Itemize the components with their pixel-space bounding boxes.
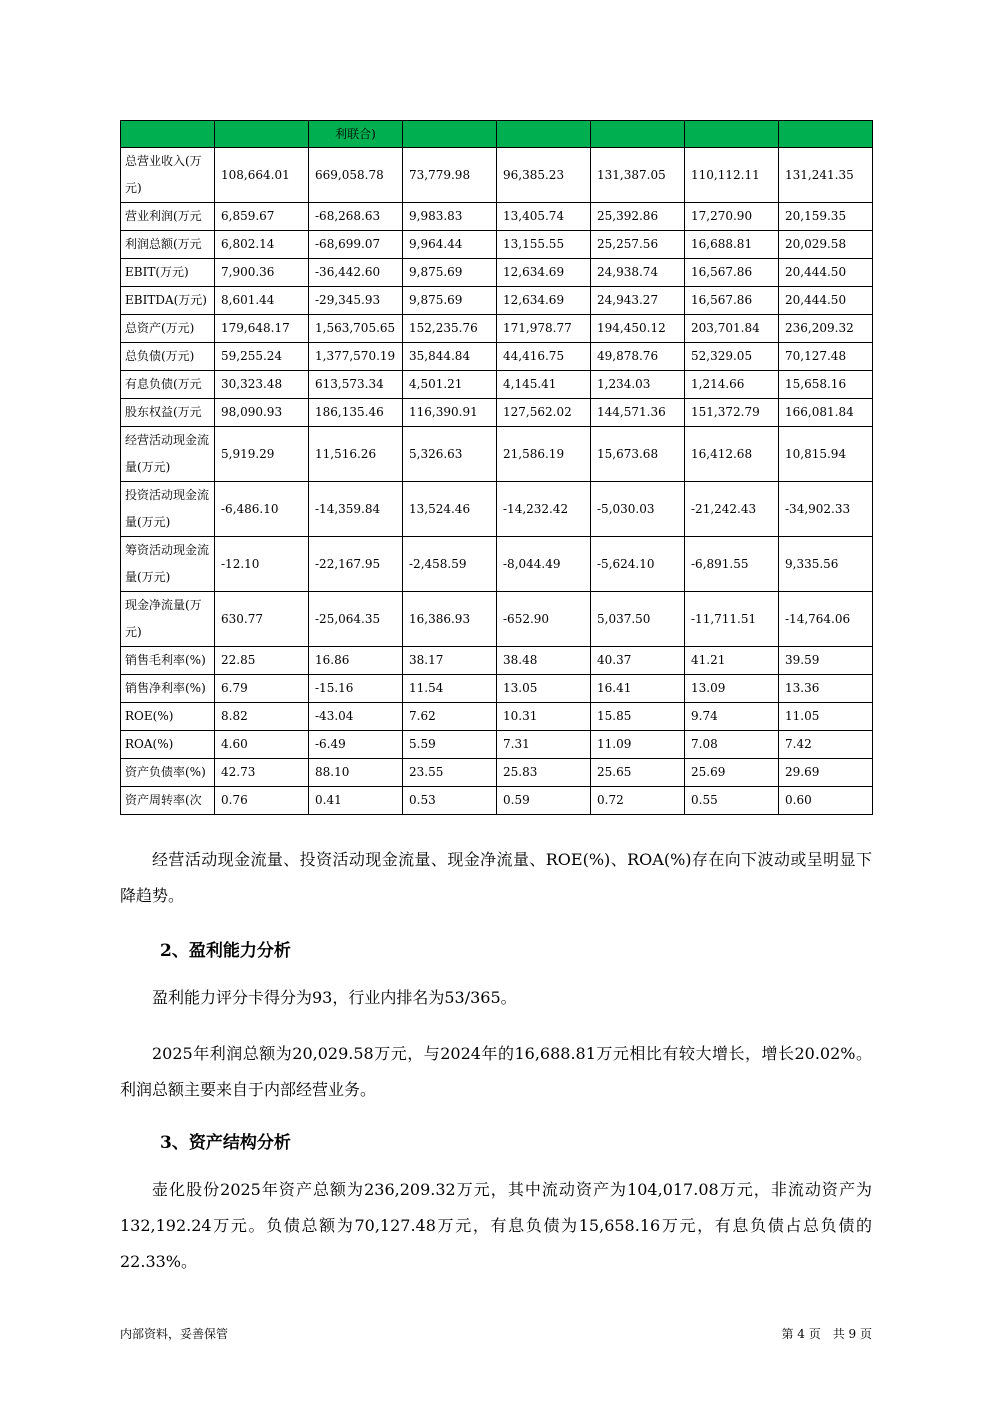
table-cell: 5,919.29 bbox=[215, 427, 309, 482]
table-cell: 16,412.68 bbox=[685, 427, 779, 482]
table-cell: 131,387.05 bbox=[591, 148, 685, 203]
table-cell: 24,938.74 bbox=[591, 259, 685, 287]
table-cell: 6,802.14 bbox=[215, 231, 309, 259]
table-cell: 16.86 bbox=[309, 647, 403, 675]
row-label: EBITDA(万元) bbox=[121, 287, 215, 315]
table-cell: -21,242.43 bbox=[685, 482, 779, 537]
table-cell: -22,167.95 bbox=[309, 537, 403, 592]
row-label: 总营业收入(万元) bbox=[121, 148, 215, 203]
section-heading-profitability: 2、盈利能力分析 bbox=[160, 941, 291, 961]
table-cell: 127,562.02 bbox=[497, 399, 591, 427]
table-cell: -25,064.35 bbox=[309, 592, 403, 647]
table-cell: 9,875.69 bbox=[403, 287, 497, 315]
table-row bbox=[121, 371, 873, 399]
table-cell: 9,983.83 bbox=[403, 203, 497, 231]
table-cell: 13.05 bbox=[497, 675, 591, 703]
table-cell: 15,658.16 bbox=[779, 371, 873, 399]
header-cell bbox=[591, 121, 685, 148]
table-cell: 24,943.27 bbox=[591, 287, 685, 315]
table-cell: 73,779.98 bbox=[403, 148, 497, 203]
table-cell: 4.60 bbox=[215, 731, 309, 759]
row-label: ROE(%) bbox=[121, 703, 215, 731]
table-cell: 131,241.35 bbox=[779, 148, 873, 203]
table-cell: 16,567.86 bbox=[685, 287, 779, 315]
table-cell: 7.31 bbox=[497, 731, 591, 759]
row-label: 资产周转率(次 bbox=[121, 787, 215, 815]
table-cell: 20,444.50 bbox=[779, 287, 873, 315]
table-cell: -14,764.06 bbox=[779, 592, 873, 647]
table-cell: 25.69 bbox=[685, 759, 779, 787]
table-cell: 16,567.86 bbox=[685, 259, 779, 287]
table-cell: 10,815.94 bbox=[779, 427, 873, 482]
table-cell: 0.53 bbox=[403, 787, 497, 815]
table-cell: 166,081.84 bbox=[779, 399, 873, 427]
header-cell bbox=[403, 121, 497, 148]
table-cell: 21,586.19 bbox=[497, 427, 591, 482]
table-cell: 38.17 bbox=[403, 647, 497, 675]
table-cell: 0.55 bbox=[685, 787, 779, 815]
table-cell: 13.36 bbox=[779, 675, 873, 703]
table-cell: 1,234.03 bbox=[591, 371, 685, 399]
header-cell bbox=[121, 121, 215, 148]
table-cell: 1,377,570.19 bbox=[309, 343, 403, 371]
table-cell: 23.55 bbox=[403, 759, 497, 787]
table-cell: -14,359.84 bbox=[309, 482, 403, 537]
table-cell: 16.41 bbox=[591, 675, 685, 703]
table-cell: 7.42 bbox=[779, 731, 873, 759]
table-cell: 16,688.81 bbox=[685, 231, 779, 259]
table-row bbox=[121, 427, 873, 482]
table-cell: 194,450.12 bbox=[591, 315, 685, 343]
table-cell: 44,416.75 bbox=[497, 343, 591, 371]
table-row bbox=[121, 399, 873, 427]
table-cell: 16,386.93 bbox=[403, 592, 497, 647]
table-cell: 8.82 bbox=[215, 703, 309, 731]
table-row bbox=[121, 203, 873, 231]
score-paragraph: 盈利能力评分卡得分为93，行业内排名为53/365。 bbox=[152, 988, 517, 1007]
table-cell: -5,624.10 bbox=[591, 537, 685, 592]
financial-table bbox=[120, 120, 873, 815]
table-cell: 13,405.74 bbox=[497, 203, 591, 231]
footer-confidential: 内部资料，妥善保管 bbox=[120, 1327, 229, 1341]
table-row bbox=[121, 231, 873, 259]
table-header-row bbox=[121, 121, 873, 148]
table-cell: 20,029.58 bbox=[779, 231, 873, 259]
table-cell: -68,699.07 bbox=[309, 231, 403, 259]
table-row bbox=[121, 482, 873, 537]
table-cell: -29,345.93 bbox=[309, 287, 403, 315]
table-cell: 20,444.50 bbox=[779, 259, 873, 287]
table-cell: -34,902.33 bbox=[779, 482, 873, 537]
profit-paragraph: 2025年利润总额为20,029.58万元，与2024年的16,688.81万元相比有较大增长，增长20.02%。利润总额主要来自于内部经营业务。 bbox=[120, 1044, 872, 1099]
table-cell: 186,135.46 bbox=[309, 399, 403, 427]
table-cell: 11,516.26 bbox=[309, 427, 403, 482]
table-cell: 35,844.84 bbox=[403, 343, 497, 371]
table-cell: 29.69 bbox=[779, 759, 873, 787]
table-row bbox=[121, 787, 873, 815]
row-label: EBIT(万元) bbox=[121, 259, 215, 287]
row-label: 营业利润(万元 bbox=[121, 203, 215, 231]
table-row bbox=[121, 148, 873, 203]
table-cell: 1,563,705.65 bbox=[309, 315, 403, 343]
table-cell: 96,385.23 bbox=[497, 148, 591, 203]
table-cell: 4,501.21 bbox=[403, 371, 497, 399]
table-cell: 630.77 bbox=[215, 592, 309, 647]
table-cell: 11.09 bbox=[591, 731, 685, 759]
table-cell: 9.74 bbox=[685, 703, 779, 731]
table-body bbox=[121, 121, 873, 815]
header-cell bbox=[215, 121, 309, 148]
row-label: ROA(%) bbox=[121, 731, 215, 759]
table-cell: 0.76 bbox=[215, 787, 309, 815]
table-cell: 59,255.24 bbox=[215, 343, 309, 371]
table-cell: 613,573.34 bbox=[309, 371, 403, 399]
table-cell: 38.48 bbox=[497, 647, 591, 675]
table-cell: 179,648.17 bbox=[215, 315, 309, 343]
table-cell: 6.79 bbox=[215, 675, 309, 703]
table-cell: 25,257.56 bbox=[591, 231, 685, 259]
asset-paragraph: 壶化股份2025年资产总额为236,209.32万元，其中流动资产为104,017.08万元，非流动资产为132,192.24万元。负债总额为70,127.48万元，有息负债为15,658.16万元，有息负债占总负债的22.33%。 bbox=[120, 1180, 872, 1271]
table-cell: 13.09 bbox=[685, 675, 779, 703]
table-cell: 25,392.86 bbox=[591, 203, 685, 231]
table-cell: -12.10 bbox=[215, 537, 309, 592]
table-row bbox=[121, 315, 873, 343]
table-cell: 13,524.46 bbox=[403, 482, 497, 537]
table-cell: -43.04 bbox=[309, 703, 403, 731]
table-cell: 70,127.48 bbox=[779, 343, 873, 371]
table-cell: 110,112.11 bbox=[685, 148, 779, 203]
table-cell: 7,900.36 bbox=[215, 259, 309, 287]
table-cell: 22.85 bbox=[215, 647, 309, 675]
header-cell bbox=[685, 121, 779, 148]
footer-page-number: 第 4 页 共 9 页 bbox=[781, 1327, 872, 1341]
table-cell: 0.41 bbox=[309, 787, 403, 815]
table-cell: -8,044.49 bbox=[497, 537, 591, 592]
table-cell: 108,664.01 bbox=[215, 148, 309, 203]
row-label: 资产负债率(%) bbox=[121, 759, 215, 787]
header-cell bbox=[779, 121, 873, 148]
table-cell: 5,326.63 bbox=[403, 427, 497, 482]
table-cell: 11.54 bbox=[403, 675, 497, 703]
row-label: 股东权益(万元 bbox=[121, 399, 215, 427]
table-cell: 20,159.35 bbox=[779, 203, 873, 231]
table-cell: 203,701.84 bbox=[685, 315, 779, 343]
table-cell: 30,323.48 bbox=[215, 371, 309, 399]
table-row bbox=[121, 287, 873, 315]
header-cell: 利联合) bbox=[309, 121, 403, 148]
table-cell: 17,270.90 bbox=[685, 203, 779, 231]
table-row bbox=[121, 675, 873, 703]
table-cell: 40.37 bbox=[591, 647, 685, 675]
table-cell: 11.05 bbox=[779, 703, 873, 731]
trend-paragraph: 经营活动现金流量、投资活动现金流量、现金净流量、ROE(%)、ROA(%)存在向下波动或呈明显下降趋势。 bbox=[120, 850, 872, 905]
table-row bbox=[121, 537, 873, 592]
table-cell: 4,145.41 bbox=[497, 371, 591, 399]
table-cell: 52,329.05 bbox=[685, 343, 779, 371]
table-cell: 9,964.44 bbox=[403, 231, 497, 259]
table-cell: -6,891.55 bbox=[685, 537, 779, 592]
row-label: 利润总额(万元 bbox=[121, 231, 215, 259]
table-row bbox=[121, 259, 873, 287]
table-cell: -652.90 bbox=[497, 592, 591, 647]
table-cell: 152,235.76 bbox=[403, 315, 497, 343]
section-heading-asset-structure: 3、资产结构分析 bbox=[160, 1133, 291, 1153]
table-cell: -36,442.60 bbox=[309, 259, 403, 287]
table-row bbox=[121, 592, 873, 647]
table-row bbox=[121, 343, 873, 371]
table-cell: 236,209.32 bbox=[779, 315, 873, 343]
row-label: 销售净利率(%) bbox=[121, 675, 215, 703]
table-cell: 171,978.77 bbox=[497, 315, 591, 343]
table-cell: 41.21 bbox=[685, 647, 779, 675]
table-cell: 9,335.56 bbox=[779, 537, 873, 592]
table-cell: 12,634.69 bbox=[497, 259, 591, 287]
table-cell: 12,634.69 bbox=[497, 287, 591, 315]
table-cell: 25.83 bbox=[497, 759, 591, 787]
table-cell: 42.73 bbox=[215, 759, 309, 787]
table-cell: -15.16 bbox=[309, 675, 403, 703]
table-cell: -68,268.63 bbox=[309, 203, 403, 231]
table-cell: 144,571.36 bbox=[591, 399, 685, 427]
table-cell: 151,372.79 bbox=[685, 399, 779, 427]
table-cell: -6,486.10 bbox=[215, 482, 309, 537]
table-cell: 1,214.66 bbox=[685, 371, 779, 399]
header-cell bbox=[497, 121, 591, 148]
table-cell: -2,458.59 bbox=[403, 537, 497, 592]
table-row bbox=[121, 759, 873, 787]
table-cell: 13,155.55 bbox=[497, 231, 591, 259]
table-cell: 7.62 bbox=[403, 703, 497, 731]
row-label: 总资产(万元) bbox=[121, 315, 215, 343]
row-label: 现金净流量(万元) bbox=[121, 592, 215, 647]
table-cell: 7.08 bbox=[685, 731, 779, 759]
table-cell: 8,601.44 bbox=[215, 287, 309, 315]
table-cell: 49,878.76 bbox=[591, 343, 685, 371]
row-label: 筹资活动现金流量(万元) bbox=[121, 537, 215, 592]
row-label: 有息负债(万元 bbox=[121, 371, 215, 399]
table-cell: -14,232.42 bbox=[497, 482, 591, 537]
table-row bbox=[121, 731, 873, 759]
row-label: 销售毛利率(%) bbox=[121, 647, 215, 675]
table-cell: 0.72 bbox=[591, 787, 685, 815]
table-cell: 0.59 bbox=[497, 787, 591, 815]
table-cell: -6.49 bbox=[309, 731, 403, 759]
table-cell: 88.10 bbox=[309, 759, 403, 787]
table-cell: 669,058.78 bbox=[309, 148, 403, 203]
row-label: 总负债(万元) bbox=[121, 343, 215, 371]
table-cell: 39.59 bbox=[779, 647, 873, 675]
table-cell: 5.59 bbox=[403, 731, 497, 759]
row-label: 投资活动现金流量(万元) bbox=[121, 482, 215, 537]
table-cell: 98,090.93 bbox=[215, 399, 309, 427]
table-row bbox=[121, 647, 873, 675]
table-cell: 25.65 bbox=[591, 759, 685, 787]
table-cell: 5,037.50 bbox=[591, 592, 685, 647]
table-cell: 9,875.69 bbox=[403, 259, 497, 287]
table-row bbox=[121, 703, 873, 731]
table-cell: 10.31 bbox=[497, 703, 591, 731]
table-cell: -5,030.03 bbox=[591, 482, 685, 537]
table-cell: 0.60 bbox=[779, 787, 873, 815]
table-cell: 15.85 bbox=[591, 703, 685, 731]
row-label: 经营活动现金流量(万元) bbox=[121, 427, 215, 482]
table-cell: 6,859.67 bbox=[215, 203, 309, 231]
table-cell: 15,673.68 bbox=[591, 427, 685, 482]
table-cell: -11,711.51 bbox=[685, 592, 779, 647]
table-cell: 116,390.91 bbox=[403, 399, 497, 427]
